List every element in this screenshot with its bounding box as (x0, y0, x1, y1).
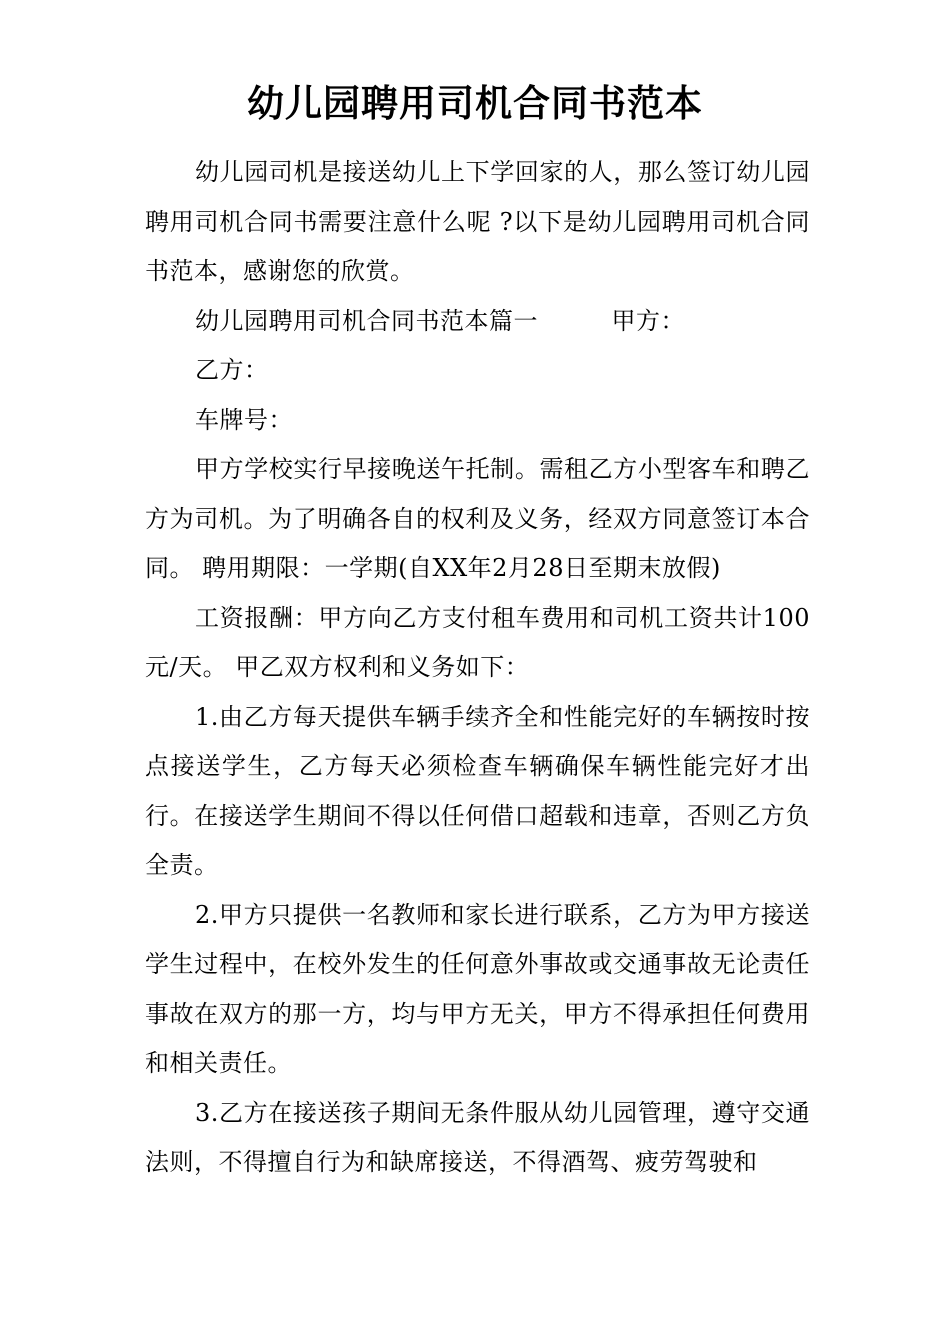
section-heading-party-a: 幼儿园聘用司机合同书范本篇一 甲方： (195, 306, 685, 335)
clause-2-paragraph: 2.甲方只提供一名教师和家长进行联系，乙方为甲方接送学生过程中，在校外发生的任何意外事故或交通事故无论责任事故在双方的那一方，均与甲方无关，甲方不得承担任何费用和相关责任。 (145, 900, 810, 1077)
salary-paragraph: 工资报酬：甲方向乙方支付租车费用和司机工资共计100元/天。 甲乙双方权利和义务如下： (145, 603, 810, 681)
document-title: 幼儿园聘用司机合同书范本 (247, 81, 703, 125)
plate-number-line: 车牌号： (195, 405, 293, 434)
contract-purpose-paragraph: 甲方学校实行早接晚送午托制。需租乙方小型客车和聘乙方为司机。为了明确各自的权利及义务，经双方同意签订本合同。 聘用期限：一学期(自XX年2月28日至期末放假) (145, 455, 810, 582)
intro-paragraph: 幼儿园司机是接送幼儿上下学回家的人，那么签订幼儿园聘用司机合同书需要注意什么呢 ?以下是幼儿园聘用司机合同书范本，感谢您的欣赏。 (145, 158, 810, 285)
clause-1-paragraph: 1.由乙方每天提供车辆手续齐全和性能完好的车辆按时按点接送学生，乙方每天必须检查车辆确保车辆性能完好才出行。在接送学生期间不得以任何借口超载和违章，否则乙方负全责。 (145, 702, 810, 879)
document-body (145, 148, 810, 1188)
party-b-line: 乙方： (195, 356, 269, 384)
clause-3-paragraph: 3.乙方在接送孩子期间无条件服从幼儿园管理，遵守交通法则，不得擅自行为和缺席接送，不得酒驾、疲劳驾驶和 (145, 1098, 810, 1176)
